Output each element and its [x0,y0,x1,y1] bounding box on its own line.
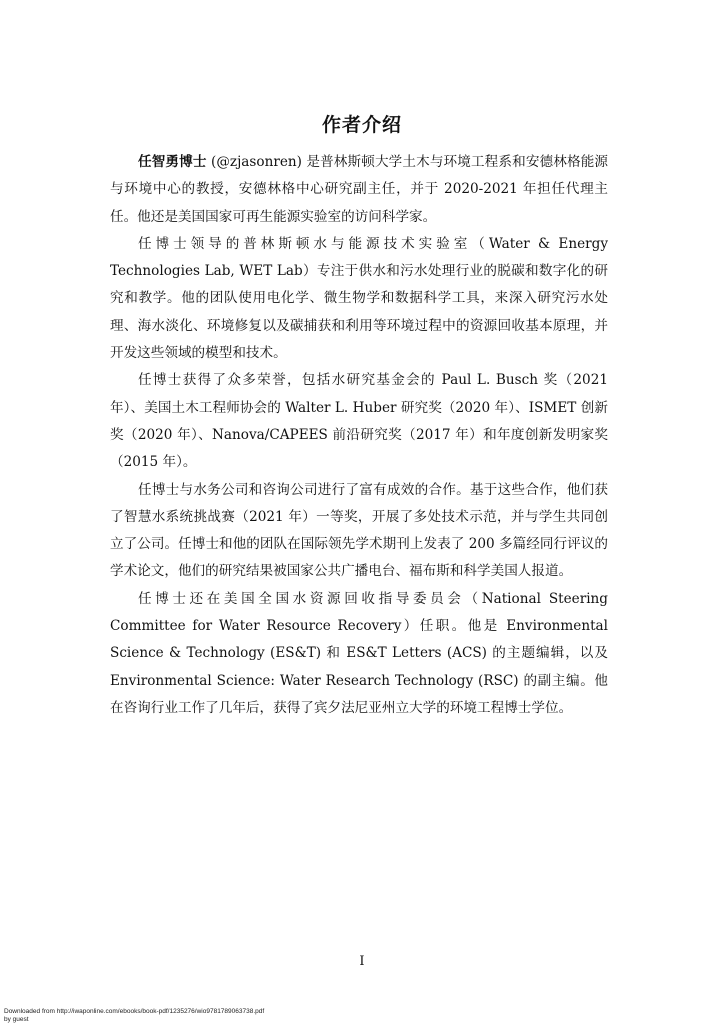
download-footer [4,1008,264,1024]
download-footer-url[interactable]: Downloaded from http://iwaponline.com/ebooks/book-pdf/1235276/wio9781789063738.pdf [4,1008,265,1015]
bio-paragraph-5: 任博士还在美国全国水资源回收指导委员会（National Steering Committee for Water Resource Recovery）任职。他是 Environmental Science & Technology (ES&T) 和 ES&T Letters (ACS) 的主题编辑，以及 Environmental Science: Water Research Technology (RSC) 的副主编。他在咨询行业工作了几年后，获得了宾夕法尼亚州立大学的环境工程博士学位。 [110,590,608,716]
author-bio [110,149,608,722]
author-name: 任智勇博士 [138,154,207,170]
bio-paragraph-1 [110,149,608,231]
bio-paragraph-4: 任博士与水务公司和咨询公司进行了富有成效的合作。基于这些合作，他们获了智慧水系统挑战赛（2021 年）一等奖，开展了多处技术示范，并与学生共同创立了公司。任博士和他的团队在国际领先学术期刊上发表了 200 多篇经同行评议的学术论文，他们的研究结果被国家公共广播电台、福布斯和科学美国人报道。 [110,481,608,580]
bio-paragraph-3: 任博士获得了众多荣誉，包括水研究基金会的 Paul L. Busch 奖（2021 年）、美国土木工程师协会的 Walter L. Huber 研究奖（2020 年）、ISMET 创新奖（2020 年）、Nanova/CAPEES 前沿研究奖（2017 年）和年度创新发明家奖（2015 年）。 [110,372,608,471]
download-footer-guest: by guest [4,1016,29,1023]
page-number: I [359,954,365,969]
bio-paragraph-1-text: (@zjasonren) 是普林斯顿大学土木与环境工程系和安德林格能源与环境中心的教授，安德林格中心研究副主任，并于 2020-2021 年担任代理主任。他还是美国国家可再生能源实验室的访问科学家。 [110,154,609,225]
page-title: 作者介绍 [321,114,402,136]
bio-paragraph-2: 任博士领导的普林斯顿水与能源技术实验室（Water & Energy Technologies Lab, WET Lab）专注于供水和污水处理行业的脱碳和数字化的研究和教学。他的团队使用电化学、微生物学和数据科学工具，来深入研究污水处理、海水淡化、环境修复以及碳捕获和利用等环境过程中的资源回收基本原理，并开发这些领域的模型和技术。 [110,235,608,362]
